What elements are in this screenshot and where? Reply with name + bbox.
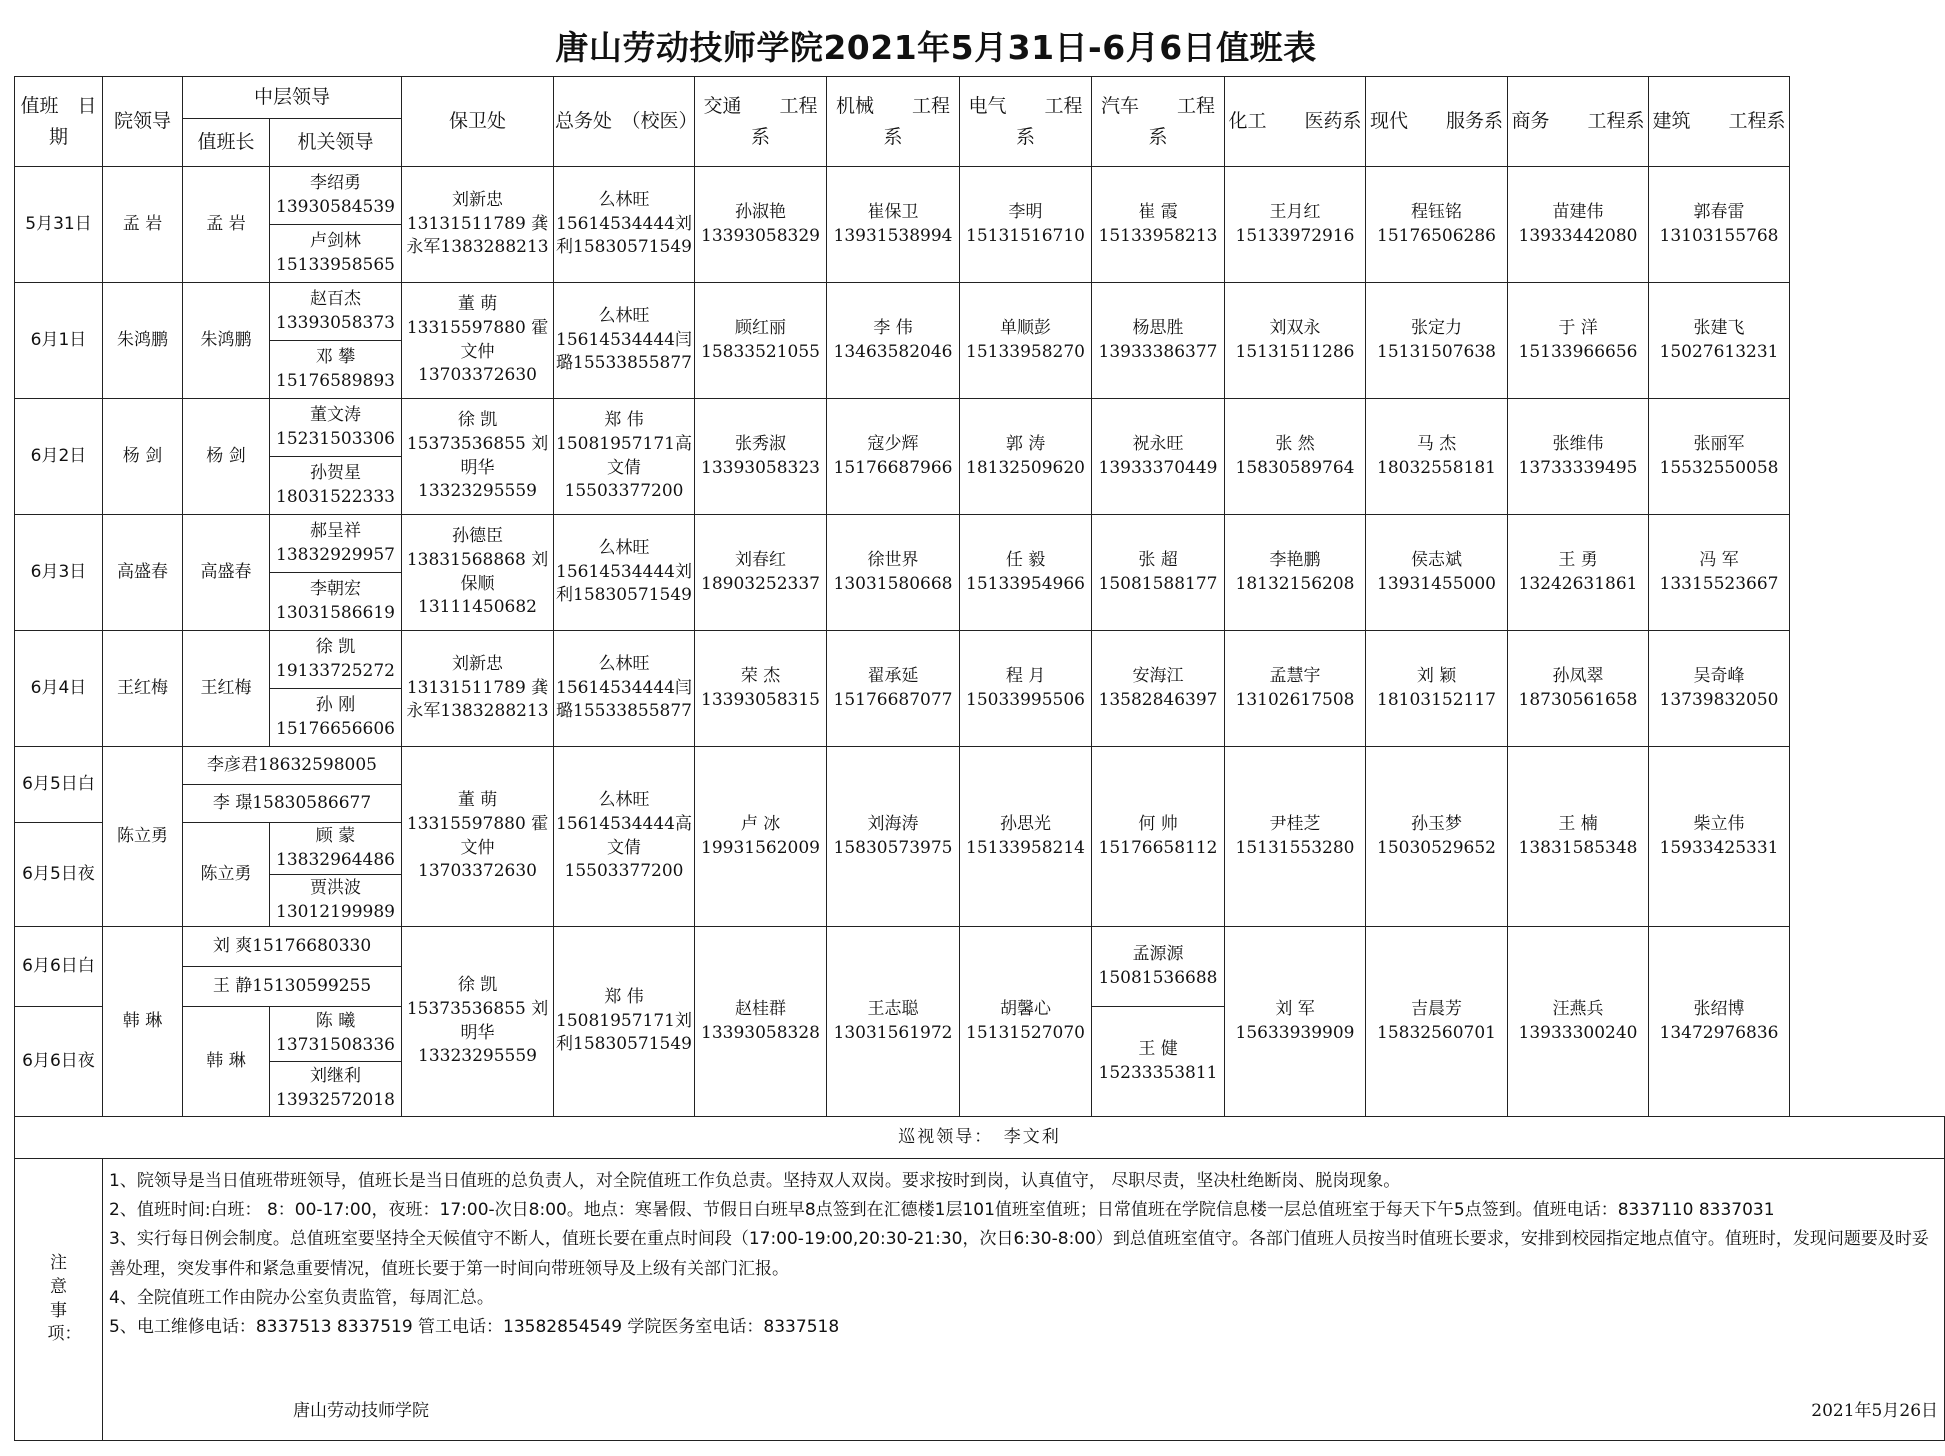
traffic-cell: 赵桂群 13393058328 <box>695 927 827 1117</box>
organ-cell: 董文涛 15231503306 <box>270 399 402 457</box>
modern-cell: 张定力 15131507638 <box>1366 283 1508 399</box>
leader-cell: 孟 岩 <box>103 167 183 283</box>
mech-cell: 寇少辉 15176687966 <box>827 399 960 515</box>
header-auto: 汽车 工程系 <box>1092 77 1225 167</box>
duty-table <box>14 76 1945 1441</box>
general-cell: 么林旺 15614534444刘利15830571549 <box>554 167 695 283</box>
auto-cell: 张 超 15081588177 <box>1092 515 1225 631</box>
arch-cell: 张绍博 13472976836 <box>1649 927 1790 1117</box>
elec-cell: 程 月 15033995506 <box>960 631 1092 747</box>
day-leader-cell: 李 璟15830586677 <box>183 785 402 823</box>
date-cell-night: 6月6日夜 <box>15 1007 103 1117</box>
page-title: 唐山劳动技师学院2021年5月31日-6月6日值班表 <box>555 28 1317 67</box>
auto-cell-night: 王 健15233353811 <box>1092 1007 1225 1117</box>
general-cell: 郑 伟 15081957171高文倩 15503377200 <box>554 399 695 515</box>
header-general: 总务处 （校医） <box>554 77 695 167</box>
general-cell: 么林旺 15614534444高文倩 15503377200 <box>554 747 695 927</box>
leader-cell: 杨 剑 <box>103 399 183 515</box>
leader-cell: 王红梅 <box>103 631 183 747</box>
traffic-cell: 顾红丽 15833521055 <box>695 283 827 399</box>
security-cell: 董 萌 13315597880 霍文仲13703372630 <box>402 747 554 927</box>
modern-cell: 孙玉梦 15030529652 <box>1366 747 1508 927</box>
mech-cell: 翟承延 15176687077 <box>827 631 960 747</box>
leader-cell: 朱鸿鹏 <box>103 283 183 399</box>
modern-cell: 马 杰 18032558181 <box>1366 399 1508 515</box>
notes-section <box>103 1159 1945 1441</box>
auto-cell: 杨思胜 13933386377 <box>1092 283 1225 399</box>
header-modern: 现代 服务系 <box>1366 77 1508 167</box>
security-cell: 孙德臣 13831568868 刘保顺13111450682 <box>402 515 554 631</box>
arch-cell: 冯 军13315523667 <box>1649 515 1790 631</box>
arch-cell: 张建飞 15027613231 <box>1649 283 1790 399</box>
mech-cell: 刘海涛 15830573975 <box>827 747 960 927</box>
date-cell-day: 6月5日白 <box>15 747 103 823</box>
leader-cell: 陈立勇 <box>103 747 183 927</box>
footer-org: 唐山劳动技师学院 <box>293 1400 429 1421</box>
general-cell: 么林旺 15614534444闫璐15533855877 <box>554 631 695 747</box>
traffic-cell: 张秀淑 13393058323 <box>695 399 827 515</box>
date-cell: 6月3日 <box>15 515 103 631</box>
elec-cell: 单顺彭 15133958270 <box>960 283 1092 399</box>
traffic-cell: 卢 冰 19931562009 <box>695 747 827 927</box>
general-cell: 郑 伟 15081957171刘利15830571549 <box>554 927 695 1117</box>
organ-cell: 贾洪波 13012199989 <box>270 875 402 927</box>
chem-cell: 尹桂芝 15131553280 <box>1225 747 1366 927</box>
date-cell: 6月1日 <box>15 283 103 399</box>
header-security: 保卫处 <box>402 77 554 167</box>
header-biz: 商务 工程系 <box>1508 77 1649 167</box>
chief-cell: 陈立勇 <box>183 823 270 927</box>
biz-cell: 苗建伟 13933442080 <box>1508 167 1649 283</box>
auto-cell: 祝永旺 13933370449 <box>1092 399 1225 515</box>
date-cell-night: 6月5日夜 <box>15 823 103 927</box>
arch-cell: 郭春雷 13103155768 <box>1649 167 1790 283</box>
mech-cell: 徐世界 13031580668 <box>827 515 960 631</box>
note-item: 4、全院值班工作由院办公室负责监管，每周汇总。 <box>109 1287 494 1308</box>
organ-cell: 李朝宏 13031586619 <box>270 573 402 631</box>
biz-cell: 王 勇 13242631861 <box>1508 515 1649 631</box>
biz-cell: 汪燕兵 13933300240 <box>1508 927 1649 1117</box>
chem-cell: 李艳鹏 18132156208 <box>1225 515 1366 631</box>
mech-cell: 王志聪 13031561972 <box>827 927 960 1117</box>
chem-cell: 孟慧宇 13102617508 <box>1225 631 1366 747</box>
security-cell: 董 萌 13315597880 霍文仲13703372630 <box>402 283 554 399</box>
organ-cell: 郝呈祥 13832929957 <box>270 515 402 573</box>
chem-cell: 刘双永 15131511286 <box>1225 283 1366 399</box>
day-leader-cell: 王 静15130599255 <box>183 967 402 1007</box>
elec-cell: 孙思光 15133958214 <box>960 747 1092 927</box>
elec-cell: 李明 15131516710 <box>960 167 1092 283</box>
arch-cell: 柴立伟 15933425331 <box>1649 747 1790 927</box>
security-cell: 刘新忠 13131511789 龚永军1383288213 <box>402 167 554 283</box>
modern-cell: 侯志斌 13931455000 <box>1366 515 1508 631</box>
auto-cell: 崔 霞 15133958213 <box>1092 167 1225 283</box>
biz-cell: 于 洋 15133966656 <box>1508 283 1649 399</box>
auto-cell-day: 孟源源 15081536688 <box>1092 927 1225 1007</box>
organ-cell: 孙 刚 15176656606 <box>270 689 402 747</box>
organ-cell: 卢剑林 15133958565 <box>270 225 402 283</box>
date-cell: 5月31日 <box>15 167 103 283</box>
chief-cell: 朱鸿鹏 <box>183 283 270 399</box>
security-cell: 徐 凯15373536855 刘明华 13323295559 <box>402 927 554 1117</box>
chief-cell: 王红梅 <box>183 631 270 747</box>
organ-cell: 李绍勇 13930584539 <box>270 167 402 225</box>
note-item: 5、电工维修电话：8337513 8337519 管工电话：13582854549 学院医务室电话：8337518 <box>109 1317 840 1338</box>
note-item: 1、院领导是当日值班带班领导，值班长是当日值班的总负责人，对全院值班工作负总责。坚持双人双岗。要求按时到岗，认真值守， 尽职尽责，坚决杜绝断岗、脱岗现象。 <box>109 1171 1401 1191</box>
date-cell-day: 6月6日白 <box>15 927 103 1007</box>
traffic-cell: 荣 杰 13393058315 <box>695 631 827 747</box>
traffic-cell: 孙淑艳 13393058329 <box>695 167 827 283</box>
mech-cell: 李 伟 13463582046 <box>827 283 960 399</box>
security-cell: 徐 凯15373536855 刘明华 13323295559 <box>402 399 554 515</box>
arch-cell: 张丽军 15532550058 <box>1649 399 1790 515</box>
chief-cell: 孟 岩 <box>183 167 270 283</box>
biz-cell: 孙凤翠 18730561658 <box>1508 631 1649 747</box>
header-middle: 中层领导 <box>183 77 402 119</box>
mech-cell: 崔保卫 13931538994 <box>827 167 960 283</box>
modern-cell: 吉晨芳 15832560701 <box>1366 927 1508 1117</box>
date-cell: 6月4日 <box>15 631 103 747</box>
header-date: 值班 日期 <box>15 77 103 167</box>
traffic-cell: 刘春红 18903252337 <box>695 515 827 631</box>
biz-cell: 王 楠 13831585348 <box>1508 747 1649 927</box>
auto-cell: 安海江 13582846397 <box>1092 631 1225 747</box>
chem-cell: 刘 军 15633939909 <box>1225 927 1366 1117</box>
general-cell: 么林旺 15614534444闫璐15533855877 <box>554 283 695 399</box>
auto-cell: 何 帅15176658112 <box>1092 747 1225 927</box>
note-item: 3、实行每日例会制度。总值班室要坚持全天候值守不断人，值班长要在重点时间段（17:00-19:00,20:30-21:30，次日6:30-8:00）到总值班室值守。各部门值班人员按当时值班长要求，安排到校园指定地点值守。值班时，发现问题要及时妥善处理，突发事件和紧急重要情况，值班长要于第一时间向带班领导及上级有关部门汇报。 <box>109 1229 1929 1279</box>
organ-cell: 孙贺星 18031522333 <box>270 457 402 515</box>
header-organ: 机关领导 <box>270 119 402 167</box>
elec-cell: 胡馨心 15131527070 <box>960 927 1092 1117</box>
chief-cell: 高盛春 <box>183 515 270 631</box>
header-elec: 电气 工程系 <box>960 77 1092 167</box>
header-chief: 值班长 <box>183 119 270 167</box>
security-cell: 刘新忠 13131511789 龚永军1383288213 <box>402 631 554 747</box>
elec-cell: 郭 涛 18132509620 <box>960 399 1092 515</box>
notes-label <box>15 1159 103 1441</box>
header-mech: 机械 工程系 <box>827 77 960 167</box>
chem-cell: 张 然 15830589764 <box>1225 399 1366 515</box>
note-item: 2、值班时间:白班： 8：00-17:00，夜班：17:00-次日8:00。地点：寒暑假、节假日白班早8点签到在汇德楼1层101值班室值班；日常值班在学院信息楼一层总值班室于每天下午5点签到。值班电话：8337110 8337031 <box>109 1200 1775 1221</box>
organ-cell: 赵百杰 13393058373 <box>270 283 402 341</box>
organ-cell: 徐 凯 19133725272 <box>270 631 402 689</box>
chief-cell: 韩 琳 <box>183 1007 270 1117</box>
date-cell: 6月2日 <box>15 399 103 515</box>
modern-cell: 程钰铭 15176506286 <box>1366 167 1508 283</box>
arch-cell: 吴奇峰 13739832050 <box>1649 631 1790 747</box>
patrol-leader: 巡视领导： 李文利 <box>15 1117 1945 1159</box>
general-cell: 么林旺 15614534444刘利15830571549 <box>554 515 695 631</box>
organ-cell: 顾 蒙 13832964486 <box>270 823 402 875</box>
chem-cell: 王月红 15133972916 <box>1225 167 1366 283</box>
organ-cell: 刘继利 13932572018 <box>270 1062 402 1117</box>
day-leader-cell: 李彦君18632598005 <box>183 747 402 785</box>
footer-date: 2021年5月26日 <box>1811 1400 1939 1421</box>
organ-cell: 邓 攀 15176589893 <box>270 341 402 399</box>
leader-cell: 高盛春 <box>103 515 183 631</box>
header-arch: 建筑 工程系 <box>1649 77 1790 167</box>
elec-cell: 任 毅 15133954966 <box>960 515 1092 631</box>
day-leader-cell: 刘 爽15176680330 <box>183 927 402 967</box>
organ-cell: 陈 曦 13731508336 <box>270 1007 402 1062</box>
chief-cell: 杨 剑 <box>183 399 270 515</box>
leader-cell: 韩 琳 <box>103 927 183 1117</box>
header-traffic: 交通 工程系 <box>695 77 827 167</box>
header-chem: 化工 医药系 <box>1225 77 1366 167</box>
header-leader: 院领导 <box>103 77 183 167</box>
modern-cell: 刘 颖 18103152117 <box>1366 631 1508 747</box>
notes-label-text: 注意事项： <box>47 1252 82 1345</box>
biz-cell: 张维伟 13733339495 <box>1508 399 1649 515</box>
